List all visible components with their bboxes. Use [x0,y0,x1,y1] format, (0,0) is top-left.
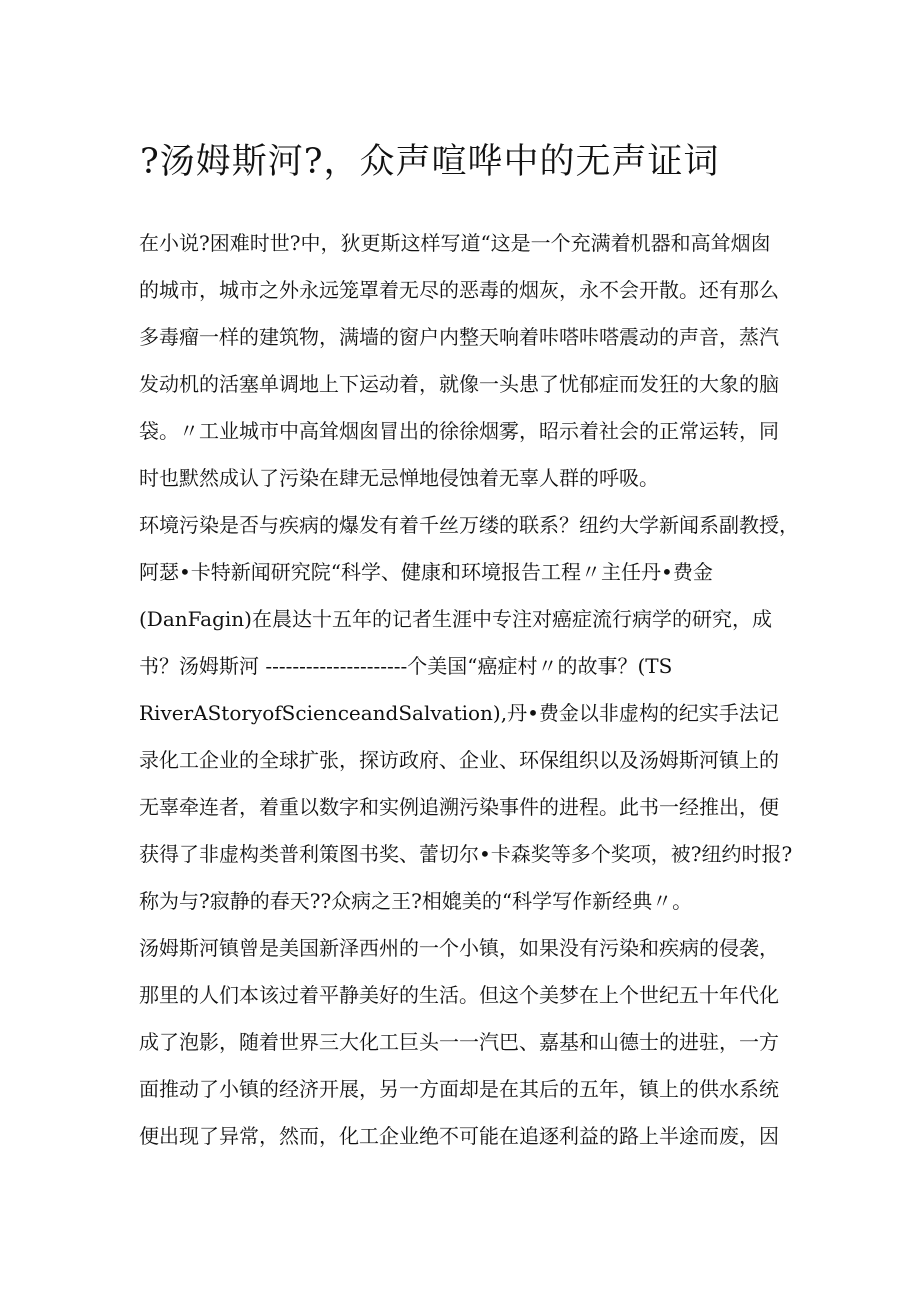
text-line: 录化工企业的全球扩张，探访政府、企业、环保组织以及汤姆斯河镇上的 [139,748,779,772]
text-line: 书？汤姆斯河 ---------------------个美国“癌症村〃的故事？(TS [139,654,673,678]
text-line: 的城市，城市之外永远笼罩着无尽的恶毒的烟灰，永不会开散。还有那么 [139,278,779,302]
text-line: 袋。〃工业城市中高耸烟囱冒出的徐徐烟雾，昭示着社会的正常运转，同 [139,419,779,443]
text-line: 无辜牵连者，着重以数字和实例追溯污染事件的进程。此书一经推出，便 [139,795,779,819]
text-line: 时也默然成认了污染在肆无忌惮地侵蚀着无辜人群的呼吸。 [139,466,659,490]
text-line: 称为与?寂静的春天??众病之王?相媲美的“科学写作新经典〃。 [139,889,693,913]
text-line: 便出现了异常，然而，化工企业绝不可能在追逐利益的路上半途而废，因 [139,1124,779,1148]
text-line: RiverAStoryofScienceandSalvation),丹•费金以非虚构的纪实手法记 [139,701,779,725]
text-line: 汤姆斯河镇曾是美国新泽西州的一个小镇，如果没有污染和疾病的侵袭， [139,936,779,960]
text-line: 环境污染是否与疾病的爆发有着千丝万缕的联系？纽约大学新闻系副教授， [139,513,799,537]
text-line: 在小说?困难时世?中，狄更斯这样写道“这是一个充满着机器和高耸烟囱 [139,231,771,255]
text-line: 获得了非虚构类普利策图书奖、蕾切尔•卡森奖等多个奖项，被?纽约时报? [139,842,793,866]
text-line: 阿瑟•卡特新闻研究院“科学、健康和环境报告工程〃主任丹•费金 [139,560,713,584]
text-line: 那里的人们本该过着平静美好的生活。但这个美梦在上个世纪五十年代化 [139,983,779,1007]
text-line: (DanFagin)在晨达十五年的记者生涯中专注对癌症流行病学的研究，成 [139,607,772,631]
text-line: 成了泡影，随着世界三大化工巨头一一汽巴、嘉基和山德士的进驻，一方 [139,1030,779,1054]
article-body [139,220,799,1160]
text-line: 发动机的活塞单调地上下运动着，就像一头患了忧郁症而发狂的大象的脑 [139,372,779,396]
page-title: ?汤姆斯河?，众声喧哗中的无声证词 [140,142,720,182]
text-line: 多毒瘤一样的建筑物，满墙的窗户内整天响着咔嗒咔嗒震动的声音，蒸汽 [139,325,779,349]
text-line: 面推动了小镇的经济开展，另一方面却是在其后的五年，镇上的供水系统 [139,1077,779,1101]
